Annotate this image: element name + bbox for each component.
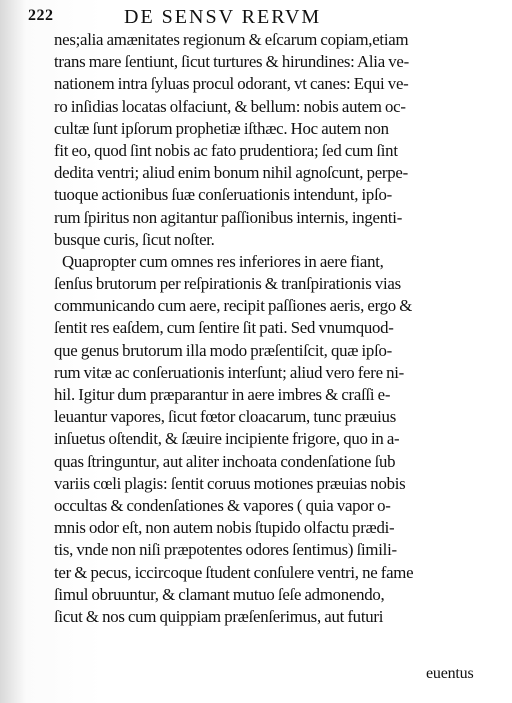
text-line: ſimul obruuntur, & clamant mutuo ſeſe admonendo,	[54, 584, 385, 604]
paragraph-start-line: Quapropter cum omnes res inferiores in aere fiant,	[62, 251, 384, 271]
text-line: tuoque actionibus ſuæ conſeruationis intendunt, ipſo-	[54, 185, 392, 205]
text-line: cultæ ſunt ipſorum prophetiæ iſthæc. Hoc autem non	[54, 118, 389, 138]
text-line: nationem intra ſyluas procul odorant, vt canes: Equi ve-	[54, 74, 409, 94]
page-header	[28, 6, 498, 30]
text-line: que genus brutorum illa modo præſentiſcit, quæ ipſo-	[54, 340, 392, 360]
running-head: DE SENSV RERVM	[124, 6, 322, 28]
gutter-shadow	[0, 0, 26, 703]
text-line: ter & pecus, iccircoque ſtudent conſulere ventri, ne fame	[54, 562, 414, 582]
main-text	[54, 29, 486, 628]
text-line: dedita ventri; aliud enim bonum nihil agnoſcunt, perpe-	[54, 163, 408, 183]
text-line: occultas & condenſationes & vapores ( quia vapor o-	[54, 495, 391, 515]
text-line: mnis odor eſt, non autem nobis ſtupido olfactu prædi-	[54, 518, 395, 538]
text-line: trans mare ſentiunt, ſicut turtures & hirundines: Alia ve-	[54, 52, 409, 72]
text-line: fit eo, quod ſint nobis ac fato prudentiora; ſed cum ſint	[54, 140, 398, 160]
text-line: variis cœli plagis: ſentit coruus motiones præuias nobis	[54, 473, 406, 493]
text-line: leuantur vapores, ſicut fœtor cloacarum, tunc præuius	[54, 407, 396, 427]
text-line: tis, vnde non niſi præpotentes odores ſentimus) ſimili-	[54, 540, 397, 560]
text-line: rum ſpiritus non agitantur paſſionibus internis, ingenti-	[54, 207, 403, 227]
text-line: inſuetus oſtendit, & ſæuire incipiente frigore, quo in a-	[54, 429, 400, 449]
text-line: hil. Igitur dum præparantur in aere imbres & craſſi e-	[54, 385, 391, 404]
text-line: ſentit res eaſdem, cum ſentire ſit pati. Sed vnumquod-	[54, 318, 394, 338]
text-line: ſenſus brutorum per reſpirationis & tranſpirationis vias	[54, 274, 401, 294]
text-line: quas ſtringuntur, aut aliter inchoata condenſatione ſub	[54, 451, 396, 471]
text-line: nes;alia amænitates regionum & eſcarum copiam,etiam	[54, 30, 409, 49]
text-line: communicando cum aere, recipit paſſiones aeris, ergo &	[54, 296, 413, 316]
text-line: ro inſidias locatas olfaciunt, & bellum: nobis autem oc-	[54, 96, 406, 116]
text-line: rum vitæ ac conſeruationis interſunt; aliud vero fere ni-	[54, 362, 405, 382]
page-number: 222	[28, 7, 54, 24]
catchword: euentus	[426, 665, 474, 682]
text-line: ſicut & nos cum quippiam præſenſerimus, aut futuri	[54, 606, 384, 626]
text-line: busque curis, ſicut noſter.	[54, 229, 215, 249]
